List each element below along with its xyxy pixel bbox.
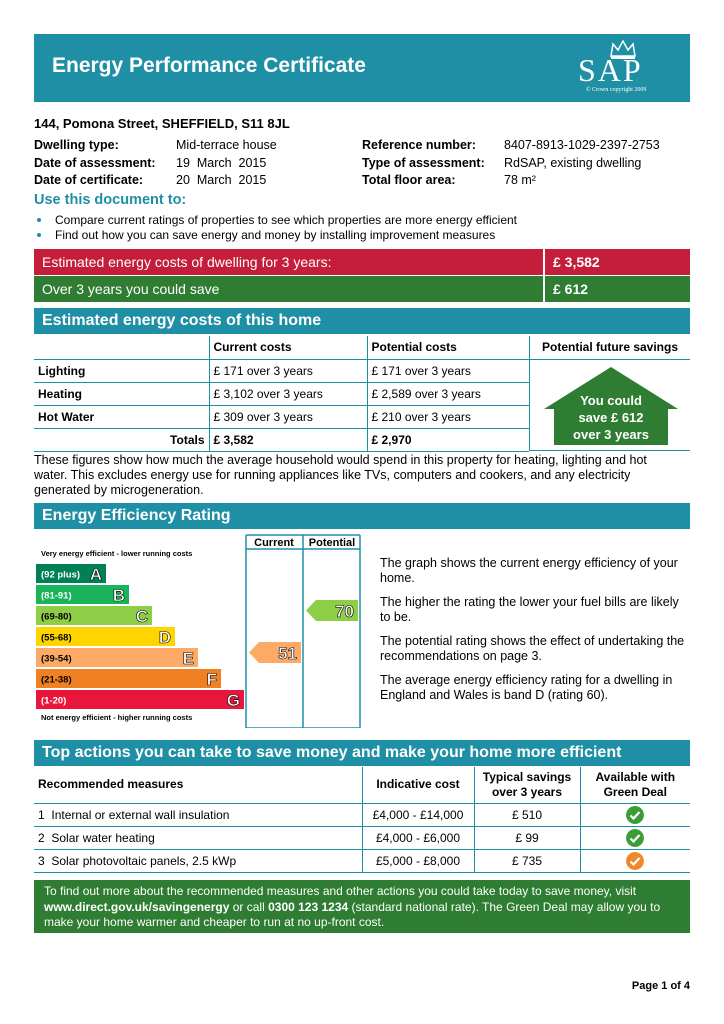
- costs-table: [34, 336, 529, 452]
- savings-url-link[interactable]: www.direct.gov.uk/savingenergy: [44, 899, 230, 914]
- band-a: [36, 564, 106, 584]
- totals-row: Totals £ 3,582 £ 2,970: [34, 428, 529, 451]
- band-letter-label: F: [206, 670, 217, 689]
- potential-costs-header: Potential costs: [367, 336, 529, 359]
- bullet-icon: [37, 218, 41, 222]
- band-range-label: (69-80): [41, 611, 72, 623]
- use-document-list: [34, 212, 517, 242]
- green-deal-tick-icon: [626, 806, 644, 824]
- potential-savings-box: [529, 359, 690, 451]
- floor-area-value: 78 m²: [504, 173, 536, 187]
- band-range-label: (81-91): [41, 590, 72, 602]
- costs-section-heading: Estimated energy costs of this home: [34, 308, 690, 334]
- save-bar: [34, 276, 690, 302]
- date-certificate-label: Date of certificate:: [34, 173, 144, 187]
- save-label: Over 3 years you could save: [42, 281, 220, 297]
- estimated-cost-bar: [34, 249, 690, 275]
- band-e: [36, 648, 198, 668]
- current-rating-value: 51: [278, 644, 297, 663]
- reference-value: 8407-8913-1029-2397-2753: [504, 138, 660, 152]
- band-letter-label: E: [182, 649, 194, 668]
- phone-number: 0300 123 1234: [268, 899, 349, 914]
- dwelling-type-label: Dwelling type:: [34, 138, 119, 152]
- band-b: [36, 585, 129, 605]
- bullet-icon: [37, 233, 41, 237]
- reference-label: Reference number:: [362, 138, 476, 152]
- band-range-label: (21-38): [41, 674, 72, 686]
- band-c: [36, 606, 152, 626]
- band-letter-label: D: [158, 628, 171, 647]
- actions-table: [34, 767, 690, 873]
- top-note: Very energy efficient - lower running costs: [41, 549, 193, 558]
- band-letter-label: C: [135, 607, 148, 626]
- green-deal-tick-icon: [626, 829, 644, 847]
- eer-section-heading: Energy Efficiency Rating: [34, 503, 690, 529]
- estimated-cost-label: Estimated energy costs of dwelling for 3 years:: [42, 254, 332, 270]
- page-title: Energy Performance Certificate: [52, 54, 366, 77]
- potential-rating-value: 70: [335, 602, 354, 621]
- date-certificate-value: 20 March 2015: [176, 173, 267, 187]
- list-item: Compare current ratings of properties to see which properties are more energy efficient: [34, 212, 517, 227]
- eer-explanation: The graph shows the current energy efficiency of your home. The higher the rating the lower your fuel bills are likely to be. The potential rating shows the effect of undertaking the recommendations on page 3. The average energy efficiency rating for a dwelling in England and Wales is band D (rating 60).: [380, 556, 685, 702]
- sap-logo: [578, 38, 674, 98]
- band-f: [36, 669, 221, 689]
- page-number: Page 1 of 4: [631, 980, 690, 992]
- footer-info-box: To find out more about the recommended measures and other actions you could take today to save money, visit www.direct.gov.uk/savingenergy or call 0300 123 1234 (standard national rate). The Green Deal may allow you to make your home warmer and cheaper to run at no up-front cost.: [34, 880, 690, 933]
- table-row: 1 Internal or external wall insulation £4,000 - £14,000 £ 510: [34, 803, 690, 826]
- band-g: [36, 690, 244, 710]
- band-letter-label: G: [226, 691, 240, 710]
- table-row: Lighting £ 171 over 3 years £ 171 over 3 years: [34, 359, 529, 382]
- table-row: Heating £ 3,102 over 3 years £ 2,589 over 3 years: [34, 382, 529, 405]
- floor-area-label: Total floor area:: [362, 173, 456, 187]
- sap-logo-letters: SAP: [578, 52, 643, 88]
- savings-message: You could save £ 612 over 3 years: [573, 393, 649, 442]
- type-assessment-value: RdSAP, existing dwelling: [504, 155, 642, 170]
- band-range-label: (92 plus): [41, 569, 81, 581]
- band-letter-label: B: [112, 586, 125, 605]
- figures-explanation: These figures show how much the average household would spend in this property for heating, lighting and hot water. This excludes energy use for running appliances like TVs, computers and cookers, and any electricity generated by microgeneration.: [34, 453, 647, 497]
- use-document-heading: Use this document to:: [34, 192, 187, 208]
- band-range-label: (1-20): [41, 695, 67, 707]
- savings-header: Typical savings over 3 years: [474, 767, 580, 803]
- band-d: [36, 627, 175, 647]
- estimated-cost-value: £ 3,582: [543, 249, 690, 275]
- table-row: 3 Solar photovoltaic panels, 2.5 kWp £5,000 - £8,000 £ 735: [34, 849, 690, 872]
- band-letter-label: A: [89, 565, 102, 584]
- header-bar: [34, 34, 690, 102]
- cost-header: Indicative cost: [362, 767, 474, 803]
- bottom-note: Not energy efficient - higher running costs: [41, 713, 193, 722]
- energy-efficiency-chart: [34, 533, 361, 728]
- save-value: £ 612: [543, 276, 690, 302]
- table-row: Hot Water £ 309 over 3 years £ 210 over 3 years: [34, 405, 529, 428]
- date-assessment-value: 19 March 2015: [176, 155, 267, 170]
- actions-section-heading: Top actions you can take to save money and make your home more efficient: [34, 740, 690, 766]
- type-assessment-label: Type of assessment:: [362, 155, 485, 170]
- potential-column-header: Potential: [308, 537, 356, 549]
- dwelling-type-value: Mid-terrace house: [176, 138, 277, 152]
- green-deal-header: Available with Green Deal: [580, 767, 690, 803]
- table-row: 2 Solar water heating £4,000 - £6,000 £ 99: [34, 826, 690, 849]
- crown-copyright: © Crown copyright 2009: [586, 87, 647, 93]
- current-costs-header: Current costs: [209, 336, 367, 359]
- band-range-label: (39-54): [41, 653, 72, 665]
- green-deal-tick-icon: [626, 852, 644, 870]
- list-item: Find out how you can save energy and money by installing improvement measures: [34, 227, 517, 242]
- measures-header: Recommended measures: [38, 777, 184, 792]
- date-assessment-label: Date of assessment:: [34, 155, 156, 170]
- band-range-label: (55-68): [41, 632, 72, 644]
- property-address: 144, Pomona Street, SHEFFIELD, S11 8JL: [34, 116, 290, 131]
- property-details: [34, 138, 690, 191]
- current-column-header: Current: [254, 537, 294, 549]
- potential-savings-header: Potential future savings: [529, 336, 690, 359]
